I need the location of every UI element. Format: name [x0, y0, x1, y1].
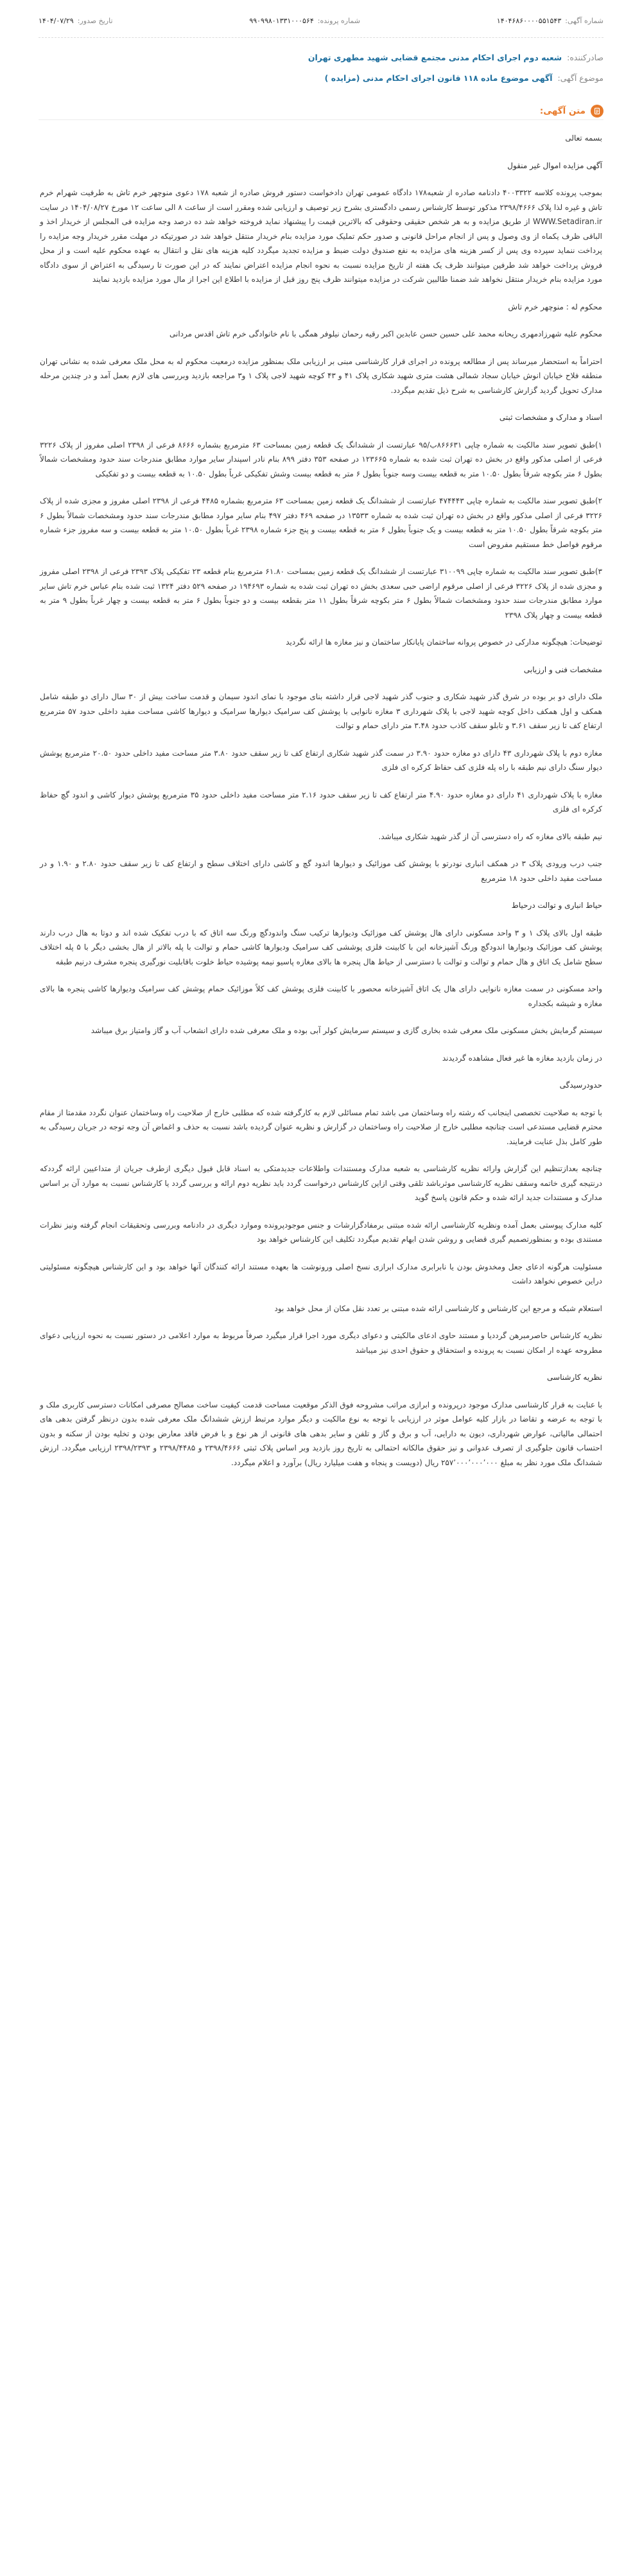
paragraph: جنب درب ورودی پلاک ۳ در همکف انباری نودرتو با پوشش کف موزائیک و دیوارها اندود گچ و کاشی دارای اختلاف سطح و ارتفاع کف تا زیر سقف حدود ۲.۸۰ و ۱.۹۰ و در مساحت مفید داخلی حدود ۱۸ مترمربع: [40, 859, 602, 883]
paragraph: با توجه به صلاحیت تخصصی اینجانب که رشته راه وساختمان می باشد تمام مسائلی لازم به کارگرفته شده که مطلبی خارج از صلاحیت راه وساختمان عنوان نگردد مقدمتا از مقام محترم قضایی مستدعی است چنانچه مطلبی خارج از صلاحیت راه وساختمان در گزارش و نظریه عنوان گردیده باشد نسبت به حذف و اغماض آن وجه توجه در جریان رسیدگی به طور کامل بذل عنایت فرمایند.: [40, 1108, 602, 1146]
paragraph: محکوم له : منوچهر خرم تاش: [508, 302, 602, 311]
paragraph: محکوم علیه شهرزادمهری ریحانه محمد علی حسین حسن عابدین اکبر رقیه رحمان نیلوفر همگی با نام خانوادگی خرم تاش اقدس مردانی: [169, 329, 602, 338]
meta-divider: [39, 37, 603, 39]
paragraph: ۲)طبق تصویر سند مالکیت به شماره چاپی ۴۷۴۴۴۳ عبارتست از ششدانگ یک قطعه زمین بمساحت ۶۳ مترمربع بشماره ۴۴۸۵ فرعی از ۲۳۹۸ اصلی مفروز و مجزی شده از پلاک ۳۲۲۶ فرعی از اصلی مذکور واقع در بخش ده تهران ثبت شده به شماره ۱۳۵۳۳ در صفحه ۴۶۹ دفتر ۴۹۷ بنام سایر موارد مطابق مندرجات سند حدود ومشخصات شمالاً بطول ۶ متر بکوچه شرقاً بطول ۱۰.۵۰ متر به قطعه بیست و یک جنوباً بطول ۶ متر به قطعه بیست و پنج جزء شماره ۲۳۹۸ غرباً بطول ۱۰.۵۰ متر به قطعه بیست و سه مفروز جزء شماره مرقوم فواصل خط مستقیم مفروض است: [40, 496, 603, 549]
paragraph: توضیحات: هیچگونه مدارکی در خصوص پروانه ساختمان پایانکار ساختمان و نیز مغازه ها ارائه نگردید: [286, 638, 602, 647]
case-number-field: [249, 17, 360, 25]
paragraph: ۳)طبق تصویر سند مالکیت به شماره چاپی ۳۱۰۰۹۹ عبارتست از ششدانگ یک قطعه زمین بمساحت ۶۱.۸۰ مترمربع بنام قطعه ۲۳ تفکیکی پلاک ۲۳۹۳ فرعی از ۲۳۹۸ اصلی مفروز و مجزی شده از پلاک ۳۲۲۶ فرعی از اصلی مرقوم اراضی حبی سعدی بخش ده تهران ثبت شده به شماره ۱۹۴۶۹۳ در صفحه ۵۲۹ دفتر ۱۳۲۴ ثبت شده بنام عباس خرم تاش سایر موارد مطابق مندرجات سند حدود ومشخصات شمالاً بطول ۶ متر بکوچه شرقاً بطول ۱۱ متر بقطعه بیست و دو جنوباً بطول ۶ متر به قطعه بیست و چهار غرباً بطول ۹ متر به قطعه بیست و چهار پلاک ۲۳۹۸: [40, 567, 602, 620]
paragraph: نظریه کارشناس حاصرمبرهن گرددیا و مستند حاوی ادعای مالکیتی و دعوای دیگری مورد اجرا قرار میگیرد صرفاً مربوط به موارد اعلامی در دستور نسبت به نحوه ارزیابی دعوای مطروحه عهده ار امکان نسبت به پرونده و استحقاق و حقوق احدی نیز میباشد: [40, 1331, 602, 1355]
paragraph: با عنایت به قرار کارشناسی مدارک موجود درپرونده و ابرازی مراتب مشروحه فوق الذکر موقعیت مساحت قدمت کیفیت ساخت مصالح مصرفی امکانات دسترسی کاربری ملک و با توجه به عرضه و تقاضا در بازار کلیه عوامل موثر در ارزیابی با توجه به نوع مالکیت و دیگر موارد مرتبط ارزش ششدانگ ملک معرفی شده بدون درنظر گرفتن بدهی های احتمالی مالیاتی، عوارض شهرداری، دیون به دارایی، آب و برق و گاز و تلفن و سایر بدهی های قانونی از هر نوع و با فرض فاقد معارض بودن و تخلیه بودن از سکنه و بدون احتساب قانون جلوگیری از تصرف عدوانی و نیز حقوق مالکانه احتمالی به تاریخ روز بازدید وبر اساس پلاک ثبتی ۲۳۹۸/۴۶۶۶ و ۲۳۹۸/۴۴۸۵ و ۲۳۹۸/۲۳۹۳ ارزیابی میگردد. ارزش ششدانگ ملک مورد نظر به مبلغ ۲۵۷٬۰۰۰٬۰۰۰٬۰۰۰ ریال (دویست و پنجاه و هفت میلیارد ریال) برآورد و اعلام میگردد.: [40, 1400, 602, 1467]
paragraph: در زمان بازدید مغازه ها غیر فعال مشاهده گردیدند: [442, 1053, 602, 1063]
issuer-label: صادرکننده:: [567, 53, 603, 62]
paragraph-heading: مشخصات فنی و ارزیابی: [523, 665, 602, 674]
paragraph: ۱)طبق تصویر سند مالکیت به شماره چاپی ۸۶۶۶۳۱ب/۹۵ عبارتست از ششدانگ یک قطعه زمین بمساحت ۶۳ مترمربع بشماره ۸۶۶۶ فرعی از ۲۳۹۸ اصلی مفروز از پلاک ۳۲۲۶ فرعی از اصلی مذکور واقع در بخش ده تهران ثبت شده به شماره ۱۲۳۶۶۵ در صفحه ۳۵۳ دفتر ۸۹۹ بنام نادر اسپندار سایر موارد مطابق مندرجات سند حدود ومشخصات شمالاً بطول ۶ متر بکوچه شرقاً بطول ۱۰.۵۰ متر به قطعه بیست وسه جنوباً بطول ۶ متر به قطعه بیست وشش تفکیکی غرباً بطول ۱۰.۵۰ به قطعه بیست و دو تفکیکی: [40, 440, 603, 478]
paragraph: مسئولیت هرگونه ادعای جعل ومخدوش بودن یا نابرابری مدارک ابرازی نسخ اصلی ورونوشت ها بعهده مستند ارائه کنندگان آنها خواهد بود و این کارشناس هیچگونه مسئولیتی دراین خصوص نخواهد داشت: [40, 1262, 602, 1285]
case-number-label: شماره پرونده:: [317, 16, 361, 25]
paragraph-salutation: بسمه تعالی: [565, 134, 602, 143]
paragraph: ملک دارای دو بر بوده در شرق گذر شهید شکاری و جنوب گذر شهید لاجی قرار داشته بنای موجود با نمای اندود سیمان و قدمت ساخت بیش از ۳۰ سال دارای دو طبقه شامل همکف و اول همکف داخل کوچه شهید لاجی با پلاک شهرداری ۳ مغازه نانوایی با پوشش کف سرامیک دیوارها سرامیک و دیوارها کاشی مساحت مفید داخلی حدود ۵۷ مترمربع ارتفاع کف تا زیر سقف ۳.۶۱ و تابلو سقف کاذب حدود ۳.۴۸ متر دارای حمام و توالت: [40, 692, 602, 730]
paragraph: طبقه اول بالای پلاک ۱ و ۳ واحد مسکونی دارای هال پوشش کف موزائیک ودیوارها ترکیب سنگ واندودگچ ورنگ سه اتاق که با درب تفکیک شده اند و دوتا به هال درب دارند پوشش کف موزائیک ودیوارها اندودگچ ورنگ آشپزخانه این با کابینت فلزی پوششی کف سرامیک ودیوارها کاشی حمام و توالت با پله بالاتر از هال بخشی دیگر با ۵ پله اختلاف سطح شامل یک اتاق و هال حمام و توالت و توالت با دسترسی از حیاط هال پنجره ها بالای مغازه پاسیو نیمه پوشیده حیاط خلوت باقابلیت نورگیری پنجره مشرف درنیم طبقه: [40, 928, 602, 966]
paragraph: نیم طبقه بالای مغازه که راه دسترسی آن از گذر شهید شکاری میباشد.: [378, 831, 602, 841]
paragraph-heading: آگهی مزایده اموال غیر منقول: [507, 161, 602, 170]
paragraph: واحد مسکونی در سمت مغازه نانوایی دارای هال یک اتاق آشپزخانه محصور با کابینت فلزی پوشش کف کلاً موزائیک حمام پوشش کف سرامیک ودیوارها کاشی پنجره ها بالای مغازه و شیشه بکجداره: [40, 984, 602, 1008]
paragraph: مغازه با پلاک شهرداری ۴۱ دارای دو مغازه حدود ۴.۹۰ متر ارتفاع کف تا زیر سقف حدود ۲.۱۶ متر مساحت مفید داخلی حدود ۳۵ مترمربع پوشش دیوار کاشی و اندود گچ حفاظ کرکره ای فلزی: [40, 790, 603, 814]
issuer-line: [39, 51, 603, 64]
paragraph: مغازه دوم با پلاک شهرداری ۴۳ دارای دو مغازه حدود ۳.۹۰ در سمت گذر شهید شکاری ارتفاع کف تا زیر سقف حدود ۳.۸۰ متر مساحت مفید داخلی حدود ۲۰.۵۰ مترمربع پوشش دیوار سنگ دارای نیم طبقه با راه پله فلزی کف حفاظ کرکره ای فلزی: [40, 748, 603, 772]
issue-date-field: [39, 17, 113, 25]
paragraph: احتراماً به استحضار میرساند پس از مطالعه پرونده در اجرای قرار کارشناسی مبنی بر ارزیابی ملک بمنظور مزایده درمعیت محکوم له به محل ملک معرفی شده به نشانی تهران منطقه فلاح خیابان انوش خیابان سجاد شمالی هشت متری شهید شکاری پلاک ۴۱ و ۴۳ کوچه شهید لاجی پلاک ۱ و۳ مراجعه بازدید وبررسی های لازم بعمل آمد و در چندین مرحله مدارک تحویل گردید گزارش کارشناسی به شرح ذیل تقدیم میگردد.: [40, 356, 602, 395]
issuer-value: شعبه دوم اجرای احکام مدنی مجتمع قضایی شهید مطهری تهران: [308, 53, 562, 62]
case-number-value: ۹۹۰۹۹۸۰۱۳۳۱۰۰۰۵۶۴: [249, 16, 314, 25]
notice-text-title: متن آگهی:: [539, 106, 586, 116]
paragraph-heading: حدودرسیدگی: [559, 1081, 602, 1090]
paragraph: استعلام شبکه و مرجع این کارشناس و کارشناسی ارائه شده مبتنی بر تعدد نقل مکان از محل خواهد بود: [274, 1303, 602, 1313]
document-icon: [591, 105, 603, 117]
paragraph-heading: نظریه کارشناسی: [547, 1373, 602, 1382]
paragraph-heading: حیاط انباری و توالت درحیاط: [511, 901, 602, 910]
notice-number-field: [497, 17, 603, 25]
subject-value: آگهی موضوع ماده ۱۱۸ قانون اجرای احکام مدنی (مزایده ): [324, 73, 553, 83]
subject-line: [39, 72, 603, 85]
notice-text-header: [39, 103, 603, 120]
notice-number-value: ۱۴۰۴۶۸۶۰۰۰۰۵۵۱۵۴۳: [496, 16, 562, 25]
subject-label: موضوع آگهی:: [557, 73, 603, 83]
notice-meta: [39, 14, 603, 27]
paragraph: کلیه مدارک پیوستی بعمل آمده ونظریه کارشناسی ارائه شده مبتنی برمفادگزارشات و جنس موجودپرونده وموارد دیگری در دادنامه وبررسی وتحقیقات انجام گرفته ونیز نظرات مستندی بوده و بمنظورتصمیم گیری قضایی و روشن شدن ابهام تقدیم میگردد تکلیف این کارشناس خواهد بود: [40, 1220, 602, 1244]
paragraph: سیستم گرمایش بخش مسکونی ملک معرفی شده بخاری گازی و سیستم سرمایش کولر آبی بوده و ملک معرفی شده دارای انشعاب آب و گاز وامتیاز برق میباشد: [91, 1026, 602, 1035]
notice-body: [40, 131, 602, 1483]
paragraph-heading: اسناد و مدارک و مشخصات ثبتی: [499, 413, 602, 422]
paragraph: بموجب پرونده کلاسه ۴۰۰۳۳۲۲ دادنامه صادره از شعبه۱۷۸ دادگاه عمومی تهران دادخواست دستور فروش صادره از شعبه ۱۷۸ دعوی منوچهر خرم تاش به طرفیت شهرام خرم تاش و غیره لذا پلاک ۲۳۹۸/۴۶۶۶ مذکور توسط کارشناس رسمی دادگستری بشرح زیر توصیف و ارزیابی شده ومقرر است از ساعت ۸ الی ساعت ۱۲ مورخ ۱۴۰۴/۰۸/۲۷ در سایت WWW.Setadiran.ir از طریق مزایده و به هر شخص حقیقی وحقوقی که بالاترین قیمت را پیشنهاد نماید فروخته خواهد شد ده درصد وجه مزایده فی المجلس از خریدار اخذ و الباقی ظرف یکماه از وی وصول و پس از انجام مراحل قانونی و صدور حکم تملیک مورد مزایده بنام خریدار منتقل خواهد شد در صورتیکه در مهلت مقرر خریدار وجه مزایده را پرداخت ننماید سپرده وی پس از کسر هزینه های مزایده به نفع صندوق دولت ضبط و مزایده تجدید میگردد کلیه هزینه های نقل و انتقال به عهده محکوم علیه است و از محل فروش پرداخت خواهد شد طرفین میتوانند ظرف یک هفته از تاریخ مزایده نسبت به نحوه انجام مزایده اعتراض نمایند که در این صورت تا رسیدگی به اعتراض از سوی دادگاه مورد مزایده بنام خریدار منتقل نخواهد شد ضمنا طالبین شرکت در مزایده میتوانند ظرف پنج روز قبل از مزایده با اطلاع این اجرا از مال مورد مزایده بازدید نمایند: [40, 188, 602, 284]
issue-date-value: ۱۴۰۴/۰۷/۲۹: [39, 16, 74, 25]
notice-number-label: شماره آگهی:: [565, 16, 603, 25]
paragraph: چنانچه بعدازتنظیم این گزارش وارائه نظریه کارشناسی به شعبه مدارک ومستندات واطلاعات جدیدمتکی به اسناد قابل قبول دیگری ازطرف جریان از متداعیین ارائه گرددکه درنتیجه گیری خاتمه وسقف نظریه کارشناسی موثرباشد تلقی وقتی ازاین کارشناس درخواست گردد باید نظریه دوم ارائه و بررسی گردد یا کارشناس نسبت به موارد آن بر اساس مدارک و مستندات جدید ارائه شده و حکم قانون پاسخ گوید: [40, 1164, 602, 1202]
issue-date-label: تاریخ صدور:: [77, 16, 113, 25]
